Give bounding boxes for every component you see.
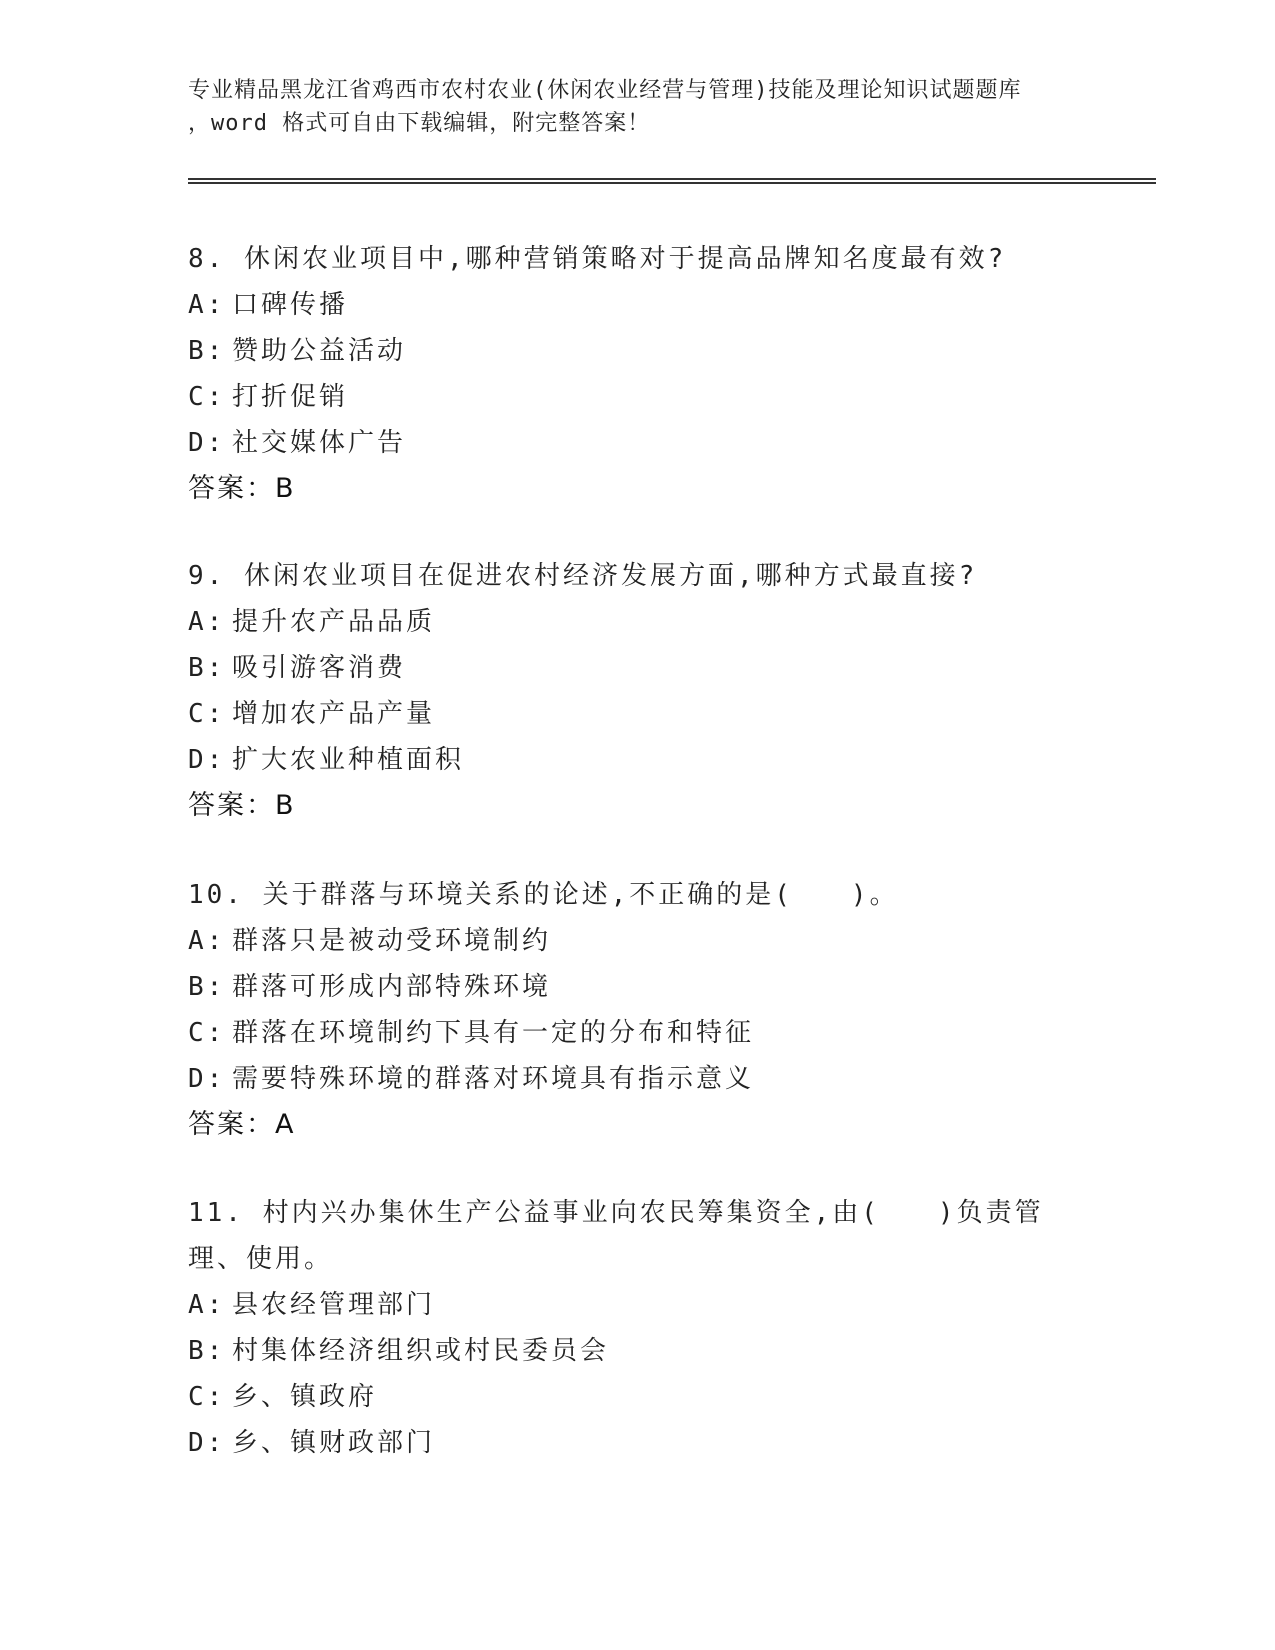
option-key: A: <box>188 1290 226 1320</box>
option-key: B: <box>188 653 226 683</box>
question-stem: 8. 休闲农业项目中,哪种营销策略对于提高品牌知名度最有效? <box>188 244 1007 274</box>
option-d <box>188 1056 1148 1102</box>
option-c <box>188 374 1148 420</box>
question-10 <box>188 872 1148 1148</box>
option-d <box>188 1420 1148 1466</box>
option-b <box>188 645 1148 691</box>
option-text: 扩大农业种植面积 <box>232 745 465 775</box>
option-a <box>188 918 1148 964</box>
option-key: B: <box>188 336 226 366</box>
option-text: 乡、镇政府 <box>232 1382 378 1412</box>
option-key: D: <box>188 428 226 458</box>
option-key: A: <box>188 926 226 956</box>
option-c <box>188 691 1148 737</box>
option-text: 口碑传播 <box>232 290 349 320</box>
option-a <box>188 1282 1148 1328</box>
header-title-line: 专业精品黑龙江省鸡西市农村农业(休闲农业经营与管理)技能及理论知识试题题库 <box>188 78 1022 103</box>
question-9 <box>188 553 1148 829</box>
option-text: 县农经管理部门 <box>232 1290 436 1320</box>
question-stem: 11. 村内兴办集休生产公益事业向农民筹集资全,由( )负责管理、使用。 <box>188 1198 1044 1274</box>
option-key: C: <box>188 1018 226 1048</box>
option-key: C: <box>188 382 226 412</box>
option-text: 赞助公益活动 <box>232 336 407 366</box>
option-key: D: <box>188 1428 226 1458</box>
option-key: C: <box>188 699 226 729</box>
question-stem: 9. 休闲农业项目在促进农村经济发展方面,哪种方式最直接? <box>188 561 978 591</box>
option-b <box>188 328 1148 374</box>
option-text: 村集体经济组织或村民委员会 <box>232 1336 610 1366</box>
option-b <box>188 1328 1148 1374</box>
option-text: 增加农产品产量 <box>232 699 436 729</box>
option-text: 社交媒体广告 <box>232 428 407 458</box>
option-key: A: <box>188 607 226 637</box>
option-text: 乡、镇财政部门 <box>232 1428 436 1458</box>
option-text: 群落可形成内部特殊环境 <box>232 972 552 1002</box>
option-key: C: <box>188 1382 226 1412</box>
option-c <box>188 1010 1148 1056</box>
option-d <box>188 737 1148 783</box>
header-subtitle-line: ，word 格式可自由下载编辑，附完整答案！ <box>188 111 651 136</box>
option-d <box>188 420 1148 466</box>
question-11 <box>188 1190 1148 1466</box>
option-a <box>188 282 1148 328</box>
option-key: B: <box>188 1336 226 1366</box>
option-key: D: <box>188 745 226 775</box>
answer-line: 答案：B <box>188 473 296 504</box>
option-text: 打折促销 <box>232 382 349 412</box>
option-c <box>188 1374 1148 1420</box>
option-text: 吸引游客消费 <box>232 653 407 683</box>
option-a <box>188 599 1148 645</box>
option-b <box>188 964 1148 1010</box>
answer-line: 答案：A <box>188 1109 296 1140</box>
option-text: 群落在环境制约下具有一定的分布和特征 <box>232 1018 755 1048</box>
option-text: 需要特殊环境的群落对环境具有指示意义 <box>232 1064 755 1094</box>
document-header <box>188 74 1148 140</box>
option-text: 群落只是被动受环境制约 <box>232 926 552 956</box>
option-key: B: <box>188 972 226 1002</box>
question-8 <box>188 236 1148 512</box>
question-stem: 10. 关于群落与环境关系的论述,不正确的是( )。 <box>188 880 899 910</box>
header-divider <box>188 178 1156 184</box>
option-key: A: <box>188 290 226 320</box>
answer-line: 答案：B <box>188 790 296 821</box>
option-text: 提升农产品品质 <box>232 607 436 637</box>
option-key: D: <box>188 1064 226 1094</box>
